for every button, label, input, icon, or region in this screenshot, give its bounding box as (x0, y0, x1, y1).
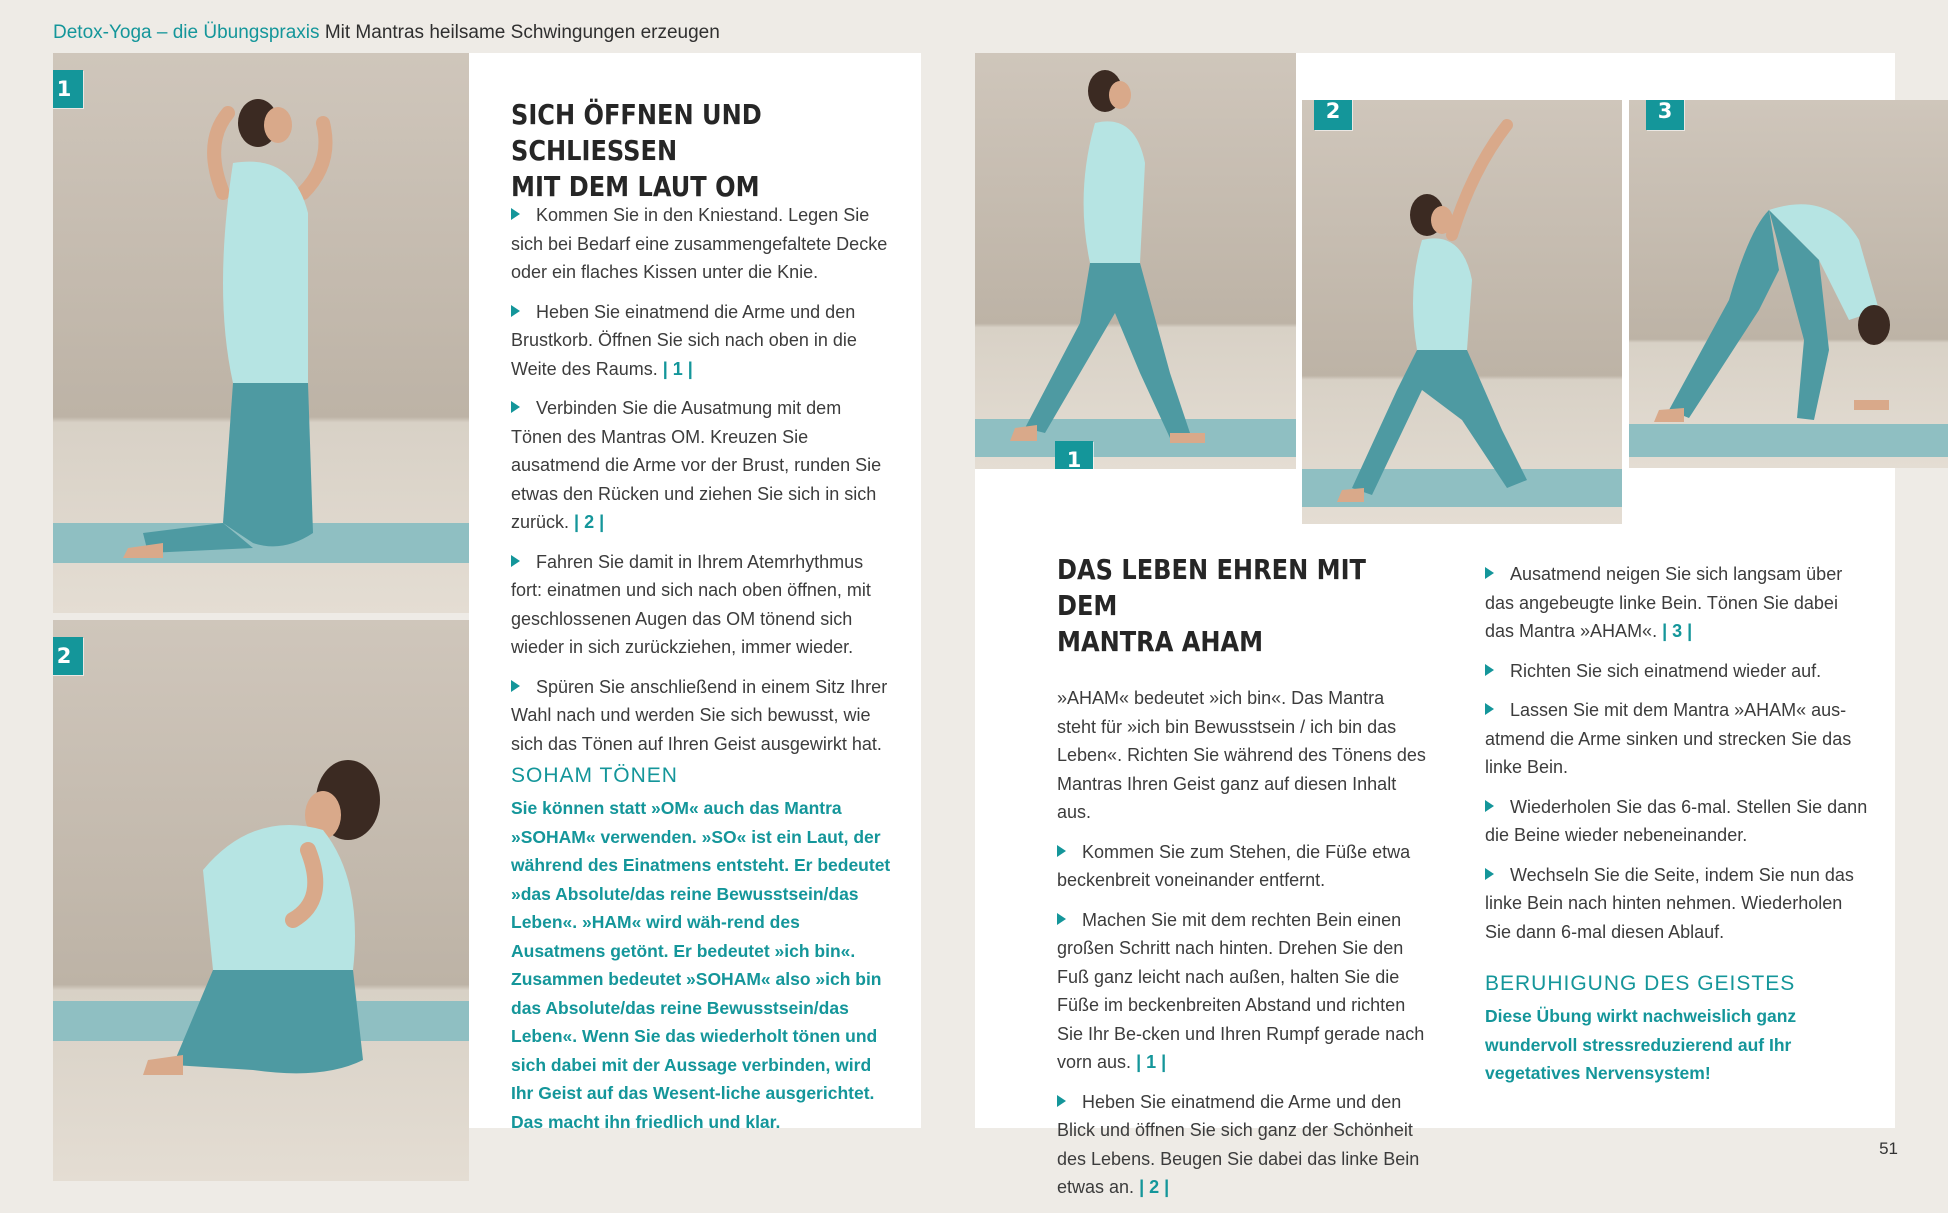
aham-photo-badge-1: 1 (1055, 441, 1093, 469)
aham-title-line2: MANTRA AHAM (1057, 625, 1264, 658)
soham-heading: SOHAM TÖNEN (511, 764, 678, 787)
photo-reference: | 1 | (662, 358, 693, 379)
aham-title (1057, 552, 1426, 660)
arms-up-figure (1302, 100, 1622, 524)
bullet-triangle-icon (511, 555, 520, 567)
running-header (53, 22, 720, 44)
photo-badge-2: 2 (53, 637, 83, 675)
bullet-triangle-icon (1057, 1095, 1066, 1107)
aham-left-column (1057, 552, 1427, 1213)
list-item: Wechseln Sie die Seite, indem Sie nun das linke Bein nach hinten nehmen. Wiederholen Sie dann 6-mal diesen Ablauf. (1485, 864, 1854, 942)
list-item: Fahren Sie damit in Ihrem Atemrhythmus fort: einatmen und sich nach oben öffnen, mit geschlossenen Augen das OM tönend sich wieder in sich zurückziehen, immer wieder. (511, 551, 871, 657)
kneeling-open-figure (53, 53, 469, 613)
list-item: Heben Sie einatmend die Arme und den Blick und öffnen Sie sich ganz der Schönheit des Lebens. Beugen Sie dabei das linke Bein etwas an. | 2 | (1057, 1091, 1420, 1197)
bullet-triangle-icon (511, 680, 520, 692)
standing-step-figure (975, 53, 1296, 469)
list-item: Ausatmend neigen Sie sich langsam über das angebeugte linke Bein. Tönen Sie dabei das Mantra »AHAM«. | 3 | (1485, 564, 1843, 641)
calm-text: Diese Übung wirkt nachweislich ganz wundervoll stressreduzierend auf Ihr vegetatives Nervensystem! (1485, 1006, 1797, 1083)
list-item: Richten Sie sich einatmend wieder auf. (1485, 657, 1870, 686)
aham-intro: »AHAM« bedeutet »ich bin«. Das Mantra steht für »ich bin Bewusstsein / ich bin das Leben«. Richten Sie während des Tönens des Mantras Ihren Geist ganz auf diesen Inhalt aus. (1057, 688, 1426, 822)
bullet-triangle-icon (1057, 845, 1066, 857)
photo-aham-step2 (1302, 100, 1622, 524)
header-section: Mit Mantras heilsame Schwingungen erzeugen (324, 22, 720, 43)
photo-om-close (53, 620, 469, 1181)
soham-text: Sie können statt »OM« auch das Mantra »SOHAM« verwenden. »SO« ist ein Laut, der während des Einatmens entsteht. Er bedeutet »das Absolute/das reine Bewusstsein/das Leben«. »HAM« wird wäh-rend des Ausatmens getönt. Er bedeutet »ich bin«. Zusammen bedeutet »SOHAM« also »ich bin das Absolute/das reine Bewusstsein/das Leben«. Wenn Sie das wiederholt tönen und sich dabei mit der Aussage verbinden, wird Ihr Geist auf das Wesent-liche ausgerichtet. Das macht ihn friedlich und klar. (511, 798, 891, 1132)
header-chapter: Detox-Yoga – die Übungspraxis (53, 22, 320, 43)
bullet-triangle-icon (511, 401, 520, 413)
photo-reference: | 1 | (1136, 1052, 1167, 1072)
aham-photo-badge-3: 3 (1646, 100, 1684, 130)
photo-badge-1: 1 (53, 70, 83, 108)
bullet-triangle-icon (1485, 703, 1494, 715)
list-item: Lassen Sie mit dem Mantra »AHAM« aus-atmend die Arme sinken und strecken Sie das linke Bein. (1485, 700, 1852, 777)
aham-right-column (1485, 560, 1870, 1088)
calm-heading: BERUHIGUNG DES GEISTES (1485, 972, 1796, 995)
photo-reference: | 2 | (574, 512, 605, 532)
photo-aham-step1 (975, 53, 1296, 469)
om-panel (469, 53, 921, 1132)
aham-steps-left (1057, 838, 1427, 1202)
bullet-triangle-icon (511, 305, 520, 317)
page-number: 51 (1879, 1139, 1898, 1158)
list-item: Kommen Sie in den Kniestand. Legen Sie sich bei Bedarf eine zusammengefaltete Decke oder ein flaches Kissen unter die Knie. (511, 205, 888, 282)
list-item: Wiederholen Sie das 6-mal. Stellen Sie dann die Beine wieder nebeneinander. (1485, 796, 1868, 845)
list-item: Machen Sie mit dem rechten Bein einen großen Schritt nach hinten. Drehen Sie den Fuß ganz leicht nach außen, halten Sie die Füße im beckenbreiten Abstand und richten Sie Ihr Be-cken und Ihren Rumpf gerade nach vorn aus. | 1 | (1057, 909, 1425, 1072)
aham-steps-right (1485, 560, 1870, 946)
photo-reference: | 3 | (1662, 621, 1693, 641)
bullet-triangle-icon (1057, 913, 1066, 925)
bullet-triangle-icon (1485, 868, 1494, 880)
aham-photo-badge-2: 2 (1314, 100, 1352, 130)
kneeling-closed-figure (53, 620, 469, 1181)
photo-om-open (53, 53, 469, 613)
list-item: Kommen Sie zum Stehen, die Füße etwa beckenbreit voneinander entfernt. (1057, 841, 1411, 890)
photo-aham-step3 (1629, 100, 1948, 468)
photo-reference: | 2 | (1139, 1177, 1170, 1197)
list-item: Spüren Sie anschließend in einem Sitz Ihrer Wahl nach und werden Sie sich bewusst, wie sich das Tönen auf Ihren Geist ausgewirkt hat. (511, 676, 888, 754)
bullet-triangle-icon (1485, 664, 1494, 676)
om-title (511, 97, 890, 205)
om-title-line1: SICH ÖFFNEN UND SCHLIESSEN (511, 98, 762, 167)
bullet-triangle-icon (1485, 567, 1494, 579)
list-item: Heben Sie einatmend die Arme und den Brustkorb. Öffnen Sie sich nach oben in die Weite des Raums. | 1 | (511, 301, 857, 379)
bullet-triangle-icon (511, 208, 520, 220)
list-item: Verbinden Sie die Ausatmung mit dem Tönen des Mantras OM. Kreuzen Sie ausatmend die Arme vor der Brust, runden Sie etwas den Rücken und ziehen Sie sich in sich zurück. | 2 | (511, 398, 882, 532)
bullet-triangle-icon (1485, 800, 1494, 812)
om-title-line2: MIT DEM LAUT OM (511, 170, 760, 203)
forward-bend-figure (1629, 100, 1948, 468)
aham-title-line1: DAS LEBEN EHREN MIT DEM (1057, 553, 1366, 622)
om-steps (511, 201, 891, 769)
